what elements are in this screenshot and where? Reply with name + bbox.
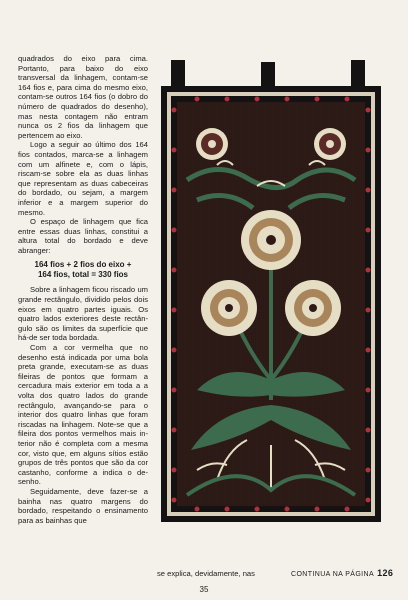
paragraph-6-continued: se explica, devidamente, nas xyxy=(157,569,255,578)
rosette-top-right xyxy=(314,128,346,160)
page-number: 35 xyxy=(199,585,209,594)
rosette-top-left xyxy=(196,128,228,160)
hanging-tab-center xyxy=(261,62,275,88)
paragraph-6: Seguidamente, deve fazer-se a bainha nas quatro margens do bordado, respeitando o ensinamento para as bainhas que xyxy=(18,486,148,525)
flower-right xyxy=(285,280,341,336)
hanging-tab-right xyxy=(351,60,365,88)
flower-top xyxy=(241,210,301,270)
formula-line-1: 164 fios + 2 fios do eixo + xyxy=(34,260,132,270)
paragraph-5: Com a cor vermelha que no desenho está indicada por uma bola preta grande, executam-se as duas fileiras de pontos que formam a cercadura mais exterior em toda a a volta dos quatro lados do grande rectângulo, avançando-se para o interior dos quatro linhas que foram riscadas na linhagem. Note-se que a fileira dos pontos vermelhos mais interior não é completa com a mesma cor, visto que, em alguns sítios estão grupos de três pontos que são da cor castanho, conforme a indica o desenho. xyxy=(18,343,148,487)
continued-on-page xyxy=(291,568,393,578)
paragraph-2: Logo a seguir ao último dos 164 fios contados, marca-se a linhagem com um alfinete e, com o lápis, riscam-se sobre ela as duas linhas que representam as duas cabeceiras do bordado, ou sejam, a margem inferior e a margem superior do mesmo. xyxy=(18,140,148,217)
embroidered-tapestry-illustration xyxy=(157,60,385,526)
hanging-tab-left xyxy=(171,60,185,88)
thread-count-formula xyxy=(18,260,148,280)
formula-line-2: 164 fios, total = 330 fios xyxy=(37,270,129,280)
continued-label: CONTINUA NA PÁGINA xyxy=(291,571,375,578)
continued-page-number: 126 xyxy=(377,568,394,578)
body-text-column xyxy=(18,54,148,525)
flower-left xyxy=(201,280,257,336)
paragraph-3: O espaço de linhagem que fica entre essas duas linhas, constitui a altura total do bordado e deve abranger: xyxy=(18,217,148,255)
paragraph-1: quadrados do eixo para cima. Portanto, para baixo do eixo transversal da linhagem, contam-se 164 fios e, para cima do mesmo eixo, contam-se outros 164 fios (o dobro do número de quadrados do desenho), mas nesta contagem não entram nunca os 2 fios da linhagem que pertencem ao eixo. xyxy=(18,54,148,140)
paragraph-4: Sobre a linhagem ficou riscado um grande rectângulo, dividido pelos dois eixos em quatro partes iguais. Os quatro lados exteriores deste rectângulo são os limites da superfície que há-de ser toda bordada. xyxy=(18,285,148,343)
